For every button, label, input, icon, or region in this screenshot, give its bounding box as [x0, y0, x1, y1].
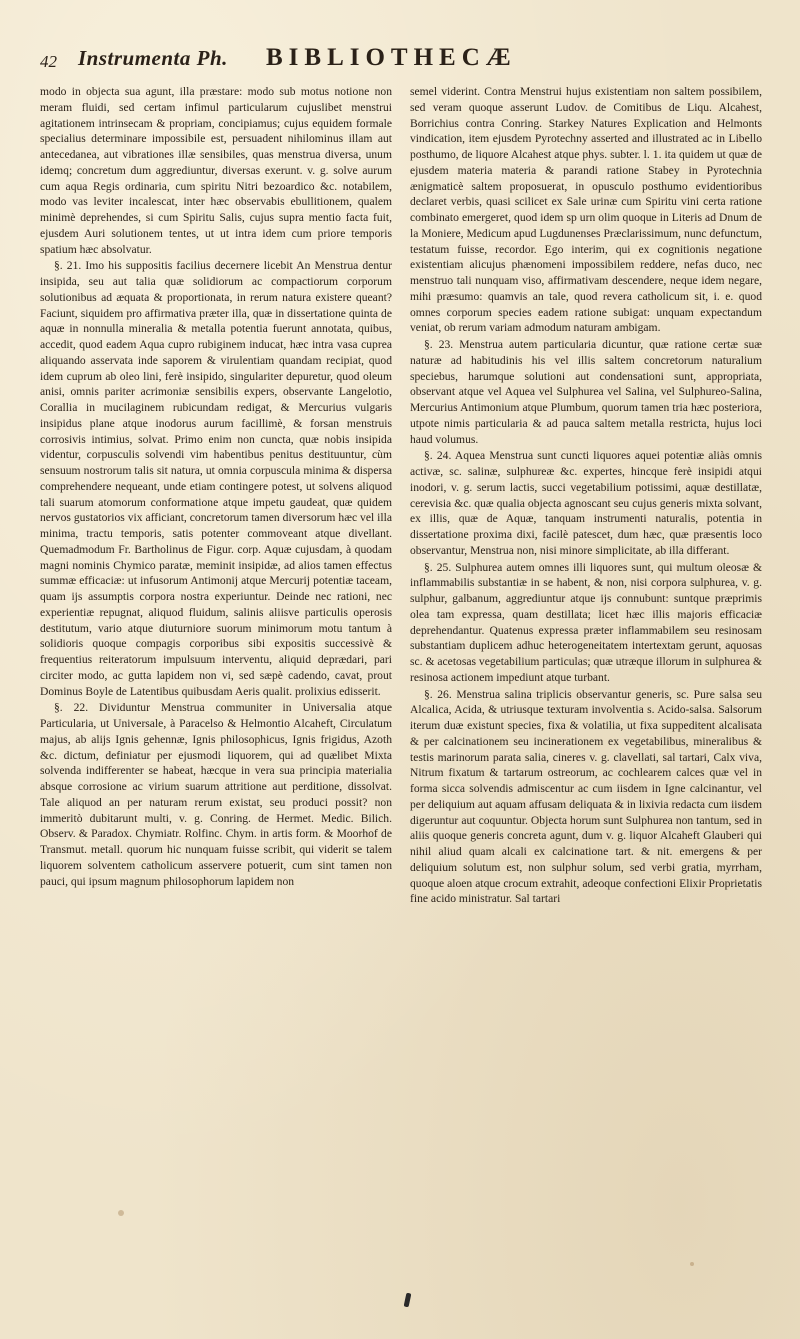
running-title-right: BIBLIOTHECÆ	[266, 44, 517, 71]
paragraph-section-25: §. 25. Sulphurea autem omnes illi liquores sunt, qui multum oleosæ & inflammabilis substantiæ in se habent, & non, nisi corpora sulphurea, v. g. sulphur, galbanum, aggrediuntur atque ijs connubunt: suntque præprimis olea tam expressa, quam destillata; licet hæc illis majoris efficaciæ deprehendantur. Quatenus expressa præter inflammabilem seu resinosam substantiam duplicem adhuc heterogeneitatem intertextam gerunt, aquosas sc. & acetosas vegetabilium particulas; quæ utræque illorum in sulphurea & resinosa actionem impediunt atque turbant.	[410, 560, 762, 684]
running-title-left: Instrumenta Ph.	[78, 46, 228, 70]
right-column	[410, 84, 762, 1319]
paper-stain	[690, 1262, 694, 1266]
left-column	[40, 84, 392, 1319]
paragraph-section-23: §. 23. Menstrua autem particularia dicuntur, quæ ratione certæ suæ naturæ ad habitudinis his vel illis saltem concretorum naturalium speciebus, harumque solutioni aut condensationi sunt, appropriata, observant atque vel Aquea vel Sulphurea vel Salina, vel Sulphureo-Salina, Mercurius Antimonium atque Plumbum, quorum tamen tria hæc posteriora, utpote nimis particularia & ad pauca saltem metalla restricta, hujus loci haud volumus.	[410, 338, 762, 446]
paragraph-section-21: §. 21. Imo his suppositis facilius decernere licebit An Menstrua dentur insipida, seu aut talia quæ solidiorum ac compactiorum corporum solutionibus ad æquata & proportionata, in rerum natura existere queant? Faciunt, siquidem pro affirmativa præter illa, quæ in dissertatione quinta de aquæ in nonnulla mineralia & metalla potentia fuerunt annotata, quibus, accedit, quod eadem Aqua cupro rubiginem inducat, hæc intra vasa cuprea aliquando asservata inde saporem & virulentiam quandam recipiat, quod idem cuprum ab oleo lini, ferè insipido, singulariter depuretur, quod oleum anisi, omnis pariter acrimoniæ sensibilis expers, observante Langelotio, Corallia in mucilaginem rubicundam redigat, & Mercurius vulgaris insipidus plane atque inodorus aurum facillimè, & forsan menstruis corrosivis intimius, solvat. Primo enim non cuncta, quæ nobis insipida videntur, corpusculis solvendi vim habentibus penitus destituuntur, cùm sensuum nostrorum talis sit natura, ut omnia corpuscula minima & dispersa comprehendere nequeant, unde etiam contingere potest, ut solvens aliquod tali suarum atomorum conformatione atque impetu gaudeat, quæ quidem nervos gustatorios vix afficiant, concretorum tamen diversorum hæc vel illa minima, tractu temporis, satis potenter commoveant atque divellant. Quemadmodum Fr. Bartholinus de Figur. corp. Aquæ cujusdam, à quodam magni nominis Chymico paratæ, meminit insipidæ, ad alios tamen effectus summæ efficaciæ: ut infusorum Antimonij atque Mercurij potentiæ taceam, quam ijs assumptis corpora nostra experiuntur. Deinde nec rationi, nec experientiæ repugnat, aliquod fluidum, salinis aliisve particulis operosis destitutum, vario atque diuturniore suorum minimorum motu tantum à solidioris quoque compagis corporibus sibi expositis successivè & frequentius reiteratorum impulsuum interventu, aliquid deprædari, pari circiter modo, ac gutta lapidem non vi, sed sæpè cadendo, cavat, prout Dominus Boyle de Latentibus quibusdam Aeris qualit. prolixius edisserit.	[40, 259, 392, 698]
paragraph-section-22: §. 22. Dividuntur Menstrua communiter in Universalia atque Particularia, ut Universale, à Paracelso & Helmontio Alcaheft, Circulatum majus, ab alijs Ignis gehennæ, Ignis philosophicus, Ignis frigidus, Azoth &c. dictum, definiatur per ejusmodi liquorem, qui ad quælibet Mixta solvenda indifferenter se habeat, hæcque in vera sua principia materialia absque corrosione ac virium suarum attritione aut perditione, dissolvat. Tale aliquod an per naturam rerum existat, seu produci possit? non immeritò dubitarunt multi, v. g. Conring. de Hermet. Medic. Bilich. Observ. & Paradox. Chymiatr. Rolfinc. Chym. in artis form. & Moorhof de Transmut. metall. quorum hic nunquam fuisse scribit, qui viderit se talem liquorem solventem catholicum asservere potuerit, cum sint tamen non pauci, qui ipsum magnum philosophorum lapidem non	[40, 701, 392, 888]
paragraph-section-24: §. 24. Aquea Menstrua sunt cuncti liquores aquei potentiæ aliàs omnis activæ, sc. salinæ, sulphureæ &c. expertes, hincque ferè insipidi atqui inodori, v. g. serum lactis, succi vegetabilium potissimi, aquæ destillatæ, cerevisia &c. quæ qualia objecta agnoscant seu cujus generis mixta solvant, ex illis, quæ de Aquæ, tanquam instrumenti naturalis, potentia in dissertatione proxima dixi, facilè patescet, dum hæc, quæ præsentis loco observantur, Menstrua non, nisi minore simplicitate, ab illa differant.	[410, 449, 762, 557]
page-number: 42	[40, 52, 57, 71]
text-columns	[40, 84, 762, 1319]
paragraph-section-26: §. 26. Menstrua salina triplicis observantur generis, sc. Pure salsa seu Alcalica, Acida, & utriusque texturam involventia s. Acido-salsa. Salsorum iterum duæ existunt species, fixa & volatilia, ut fixa suppeditent alcalisata & per calcinationem seu incinerationem ex vegetabilibus, mineralibus & testis marinorum parata salia, cineres v. g. clavellati, sal tartari, Calx viva, Nitrum fixatum & tartarum ostreorum, ac cochlearem calces quæ vel in forma sicca solvendis admiscentur ac cum iisdem in Igne calcinantur, vel per deliquium aut aquam affusam deliquata & in lixivia redacta cum iisdem digeruntur aut coquuntur. Objecta horum sunt Sulphurea non tantum, sed in aliis quoque generis concreta agunt, dum v. g. liquor Alcaheft Glauberi qui nihil aliud quam alcali ex calcinatione tart. & nit. emergens & per deliquium solutum est, non sulphur solum, sed verbi gratia, myrrham, quoque aloen atque crocum extrahit, adeoque confectioni Elixir Proprietatis fine acido ministratur. Sal tartari	[410, 687, 762, 906]
paragraph: semel viderint. Contra Menstrui hujus existentiam non saltem possibilem, sed veram quoque asserunt Ludov. de Comitibus de Liqu. Alcahest, Borrichius contra Conring. Starkey Natures Explication and Helmonts vindication, item ejusdem Pyrotechny asserted and illustrated ac in Libello posthumo, de liquore Alcahest atque phys. subter. l. 1. ita quidem ut quæ de ejusdem materia materia & parandi ratione Stabey in Pyrotechnia ænigmaticè saltem proposuerat, in opusculo posthumo evidentioribus declaret verbis, quasi scilicet ex Sale urinæ cum Spiritu vini certa ratione combinato emergeret, quod idem sp urn olim quoque in Literis ad Dnum de la Moniere, Medicum apud Lugdunenses Præclarissimum, nunc defunctum, testatum fuisse, recordor. Ego interim, qui ex cognitionis negatione existentiam alicujus phænomeni impossibilem reddere, nefas duco, nec menstruo tali nunquam viso, affirmativam descendere, neque idem negare, mihi præsumo: quamvis an tale, quod revera catholicum sit, i. e. quod omnes corporum species eadem ratione subigat: unquam expectandum veniat, ob rerum variam admodum naturam ambigam.	[410, 85, 762, 335]
paper-stain	[118, 1210, 124, 1216]
paragraph: modo in objecta sua agunt, illa præstare: modo sub motus notione non meram fluidi, sed certam infimul particularum cujuslibet menstrui agitationem intrinsecam & propriam, concipiamus; cujus equidem formale specialius determinare impossibile est, persuadent nihilominus illam aut antecedanea, aut vibrationes illæ sensibiles, quas menstrua diversa, unum idemq; concretum dum aggrediuntur, diversas exerunt. v. g. solve aurum cum aqua Regis ordinaria, cum spiritu Nitri bezoardico &c. notabilem, modo vas leviter incalescat, inter hæc observabis ebullitionem, qualem minimè deprehendes, si cum Spiritu Salis, cujus supra mentio facta fuit, ejusdem Auri solutionem tentes, ut ut intra idem cum priore temporis spatium hæc absolvatur.	[40, 85, 392, 256]
